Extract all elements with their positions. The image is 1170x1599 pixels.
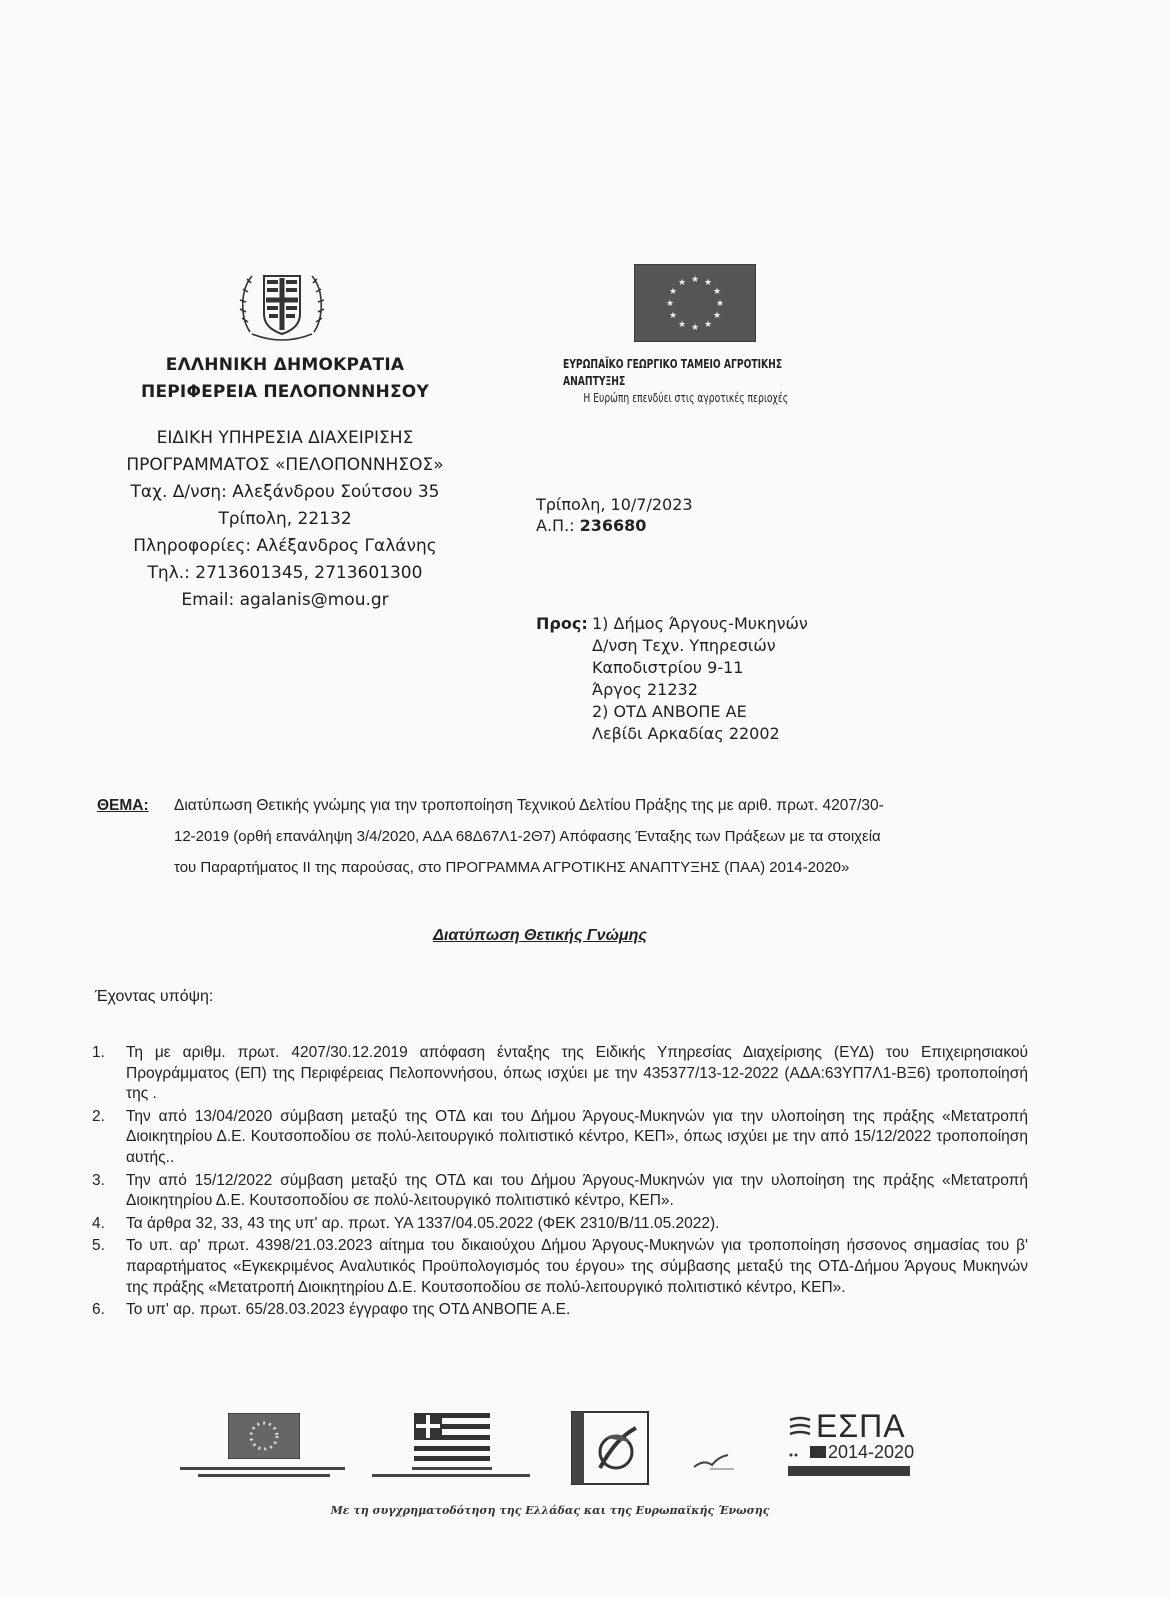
item-number: 1.	[92, 1044, 105, 1061]
subject-text	[174, 790, 1014, 821]
list-item	[88, 1300, 1028, 1321]
recipient-line: Λεβίδι Αρκαδίας 22002	[592, 724, 780, 743]
subject-label: ΘΕΜΑ:	[97, 797, 149, 814]
svg-text:★: ★	[690, 323, 700, 333]
espa-block	[810, 1446, 826, 1458]
eu-fund-slogan: Η Ευρώπη επενδύει στις αγροτικές περιοχές	[583, 391, 789, 405]
considerations-list	[88, 1043, 1028, 1323]
espa-title: ΕΣΠΑ	[816, 1408, 906, 1444]
protocol-label: Α.Π.:	[536, 516, 580, 535]
protocol-number-line	[536, 515, 836, 536]
document-date: Τρίπολη, 10/7/2023	[536, 495, 693, 514]
svg-text:★: ★	[677, 278, 687, 288]
document-meta	[536, 494, 836, 536]
footer-ministry-caption	[372, 1465, 532, 1483]
item-number: 4.	[92, 1214, 105, 1232]
item-number: 2.	[92, 1107, 105, 1125]
eu-flag-logo	[634, 264, 756, 342]
issuer-service-line2: ΠΡΟΓΡΑΜΜΑΤΟΣ «ΠΕΛΟΠΟΝΝΗΣΟΣ»	[126, 455, 444, 475]
svg-text:★: ★	[665, 299, 675, 309]
list-item	[88, 1214, 1028, 1235]
svg-text:★: ★	[677, 320, 687, 330]
item-text: Την από 13/04/2020 σύμβαση μεταξύ της ΟΤΔ και του Δήμου Άργους-Μυκηνών για την υλοποίηση της πράξης «Μετατροπή Διοικητηρίου Δ.Ε. Κουτσοποδίου σε πολύ-λειτουργικό πολιτιστικό κέντρο, ΚΕΠ», όπως ισχύει με την από 15/12/2022 τροποποίηση αυτής..	[126, 1107, 1028, 1166]
svg-text:★: ★	[715, 299, 725, 309]
svg-text:★: ★	[668, 287, 678, 297]
list-item	[88, 1107, 1028, 1169]
issuer-email: Email: agalanis@mou.gr	[181, 590, 389, 610]
svg-text:★: ★	[668, 311, 678, 321]
footer-eu-fund-caption	[180, 1465, 350, 1483]
espa-years: 2014-2020	[828, 1442, 915, 1462]
svg-text:★: ★	[703, 320, 713, 330]
intro-text: Έχοντας υπόψη:	[95, 988, 214, 1005]
recipient-line: Καποδιστρίου 9-11	[592, 658, 744, 677]
svg-text:★: ★	[703, 278, 713, 288]
bird-logo-icon	[690, 1445, 740, 1475]
issuer-service-line1: ΕΙΔΙΚΗ ΥΠΗΡΕΣΙΑ ΔΙΑΧΕΙΡΙΣΗΣ	[156, 428, 414, 448]
item-number: 5.	[92, 1237, 105, 1255]
issuer-city: Τρίπολη, 22132	[218, 509, 352, 529]
recipients-label: Προς:	[536, 614, 588, 633]
issuer-service	[95, 425, 475, 614]
recipient-line: Άργος 21232	[592, 680, 698, 699]
svg-text:★: ★	[690, 275, 700, 285]
item-number: 3.	[92, 1171, 105, 1189]
issuer-contact-person: Πληροφορίες: Αλέξανδρος Γαλάνης	[133, 536, 437, 556]
issuer-address: Ταχ. Δ/νση: Αλεξάνδρου Σούτσου 35	[130, 482, 440, 502]
item-text: Το υπ' αρ. πρωτ. 65/28.03.2023 έγγραφο της ΟΤΔ ΑΝΒΟΠΕ Α.Ε.	[126, 1301, 571, 1319]
issuer-header	[110, 352, 460, 406]
item-number: 6.	[92, 1301, 105, 1319]
item-text: Τα άρθρα 32, 33, 43 της υπ' αρ. πρωτ. ΥΑ 1337/04.05.2022 (ΦΕΚ 2310/Β/11.05.2022).	[126, 1214, 720, 1232]
recipient-line: 2) ΟΤΔ ΑΝΒΟΠΕ ΑΕ	[592, 702, 747, 721]
recipient-line: Δ/νση Τεχν. Υπηρεσιών	[592, 636, 776, 655]
greek-coat-of-arms-emblem	[238, 262, 326, 344]
recipients-list	[592, 613, 932, 745]
list-item	[88, 1043, 1028, 1105]
item-text: Την από 15/12/2022 σύμβαση μεταξύ της ΟΤΔ και του Δήμου Άργους-Μυκηνών για την υλοποίηση της πράξης «Μετατροπή Διοικητηρίου Δ.Ε. Κουτσοποδίου σε πολύ-λειτουργικό πολιτιστικό κέντρο, ΚΕΠ».	[126, 1171, 1028, 1210]
greek-flag-logo	[414, 1413, 490, 1461]
eu-fund-caption	[563, 356, 844, 407]
issuer-region: ΠΕΡΙΦΕΡΕΙΑ ΠΕΛΟΠΟΝΝΗΣΟΥ	[141, 382, 429, 402]
protocol-number: 236680	[579, 516, 647, 535]
cofinance-note: Με τη συγχρηματοδότηση της Ελλάδας και της Ευρωπαϊκής Ένωσης	[330, 1504, 770, 1517]
recipient-line: 1) Δήμος Άργους-Μυκηνών	[592, 614, 808, 633]
svg-text:★: ★	[712, 311, 722, 321]
eu-fund-name: ΕΥΡΩΠΑΪΚΟ ΓΕΩΡΓΙΚΟ ΤΑΜΕΙΟ ΑΓΡΟΤΙΚΗΣ ΑΝΑΠΤΥΞΗΣ	[563, 357, 783, 388]
subject-line: του Παραρτήματος ΙΙ της παρούσας, στο ΠΡΟΓΡΑΜΜΑ ΑΓΡΟΤΙΚΗΣ ΑΝΑΠΤΥΞΗΣ (ΠΑΑ) 2014-2020»	[174, 859, 850, 876]
espa-lines-icon	[788, 1414, 812, 1440]
espa-dots-icon	[788, 1445, 808, 1455]
subject-text-cont	[174, 821, 1014, 883]
item-text: Το υπ. αρ' πρωτ. 4398/21.03.2023 αίτημα του δικαιούχου Δήμου Άργους-Μυκηνών για τροποποίηση ήσσονος σημασίας του β' παραρτήματος «Εγκεκριμένος Αναλυτικός Προϋπολογισμός του έργου» της σύμβασης μεταξύ της ΟΤΔ-Δήμου Άργους Μυκηνών της πράξης «Μετατροπή Διοικητηρίου Δ.Ε. Κουτσοποδίου σε πολύ-λειτουργικό πολιτιστικό κέντρο, ΚΕΠ».	[126, 1237, 1028, 1296]
espa-bar	[788, 1466, 910, 1476]
footer-eu-flag-logo	[228, 1413, 300, 1459]
leader-program-logo	[570, 1408, 650, 1488]
subject-line: Διατύπωση Θετικής γνώμης για την τροποποίηση Τεχνικού Δελτίου Πράξης της με αριθ. πρωτ. 4207/30-	[174, 797, 884, 814]
issuer-phone: Τηλ.: 2713601345, 2713601300	[147, 563, 423, 583]
issuer-country: ΕΛΛΗΝΙΚΗ ΔΗΜΟΚΡΑΤΙΑ	[165, 355, 405, 375]
item-text: Τη με αριθμ. πρωτ. 4207/30.12.2019 απόφαση ένταξης της Ειδικής Υπηρεσίας Διαχείρισης (ΕΥΔ) του Επιχειρησιακού Προγράμματος (ΕΠ) της Περιφέρειας Πελοποννήσου, όπως ισχύει με την 435377/13-12-2022 (ΑΔΑ:63ΥΠ7Λ1-ΒΞ6) τροποποίησή της .	[126, 1044, 1028, 1103]
list-item	[88, 1236, 1028, 1298]
section-title: Διατύπωση Θετικής Γνώμης	[433, 927, 647, 944]
subject-line: 12-2019 (ορθή επανάληψη 3/4/2020, ΑΔΑ 68Δ67Λ1-2Θ7) Απόφασης Ένταξης των Πράξεων με τα στοιχεία	[174, 828, 881, 845]
espa-logo	[788, 1408, 923, 1488]
svg-text:★: ★	[712, 287, 722, 297]
list-item	[88, 1171, 1028, 1212]
